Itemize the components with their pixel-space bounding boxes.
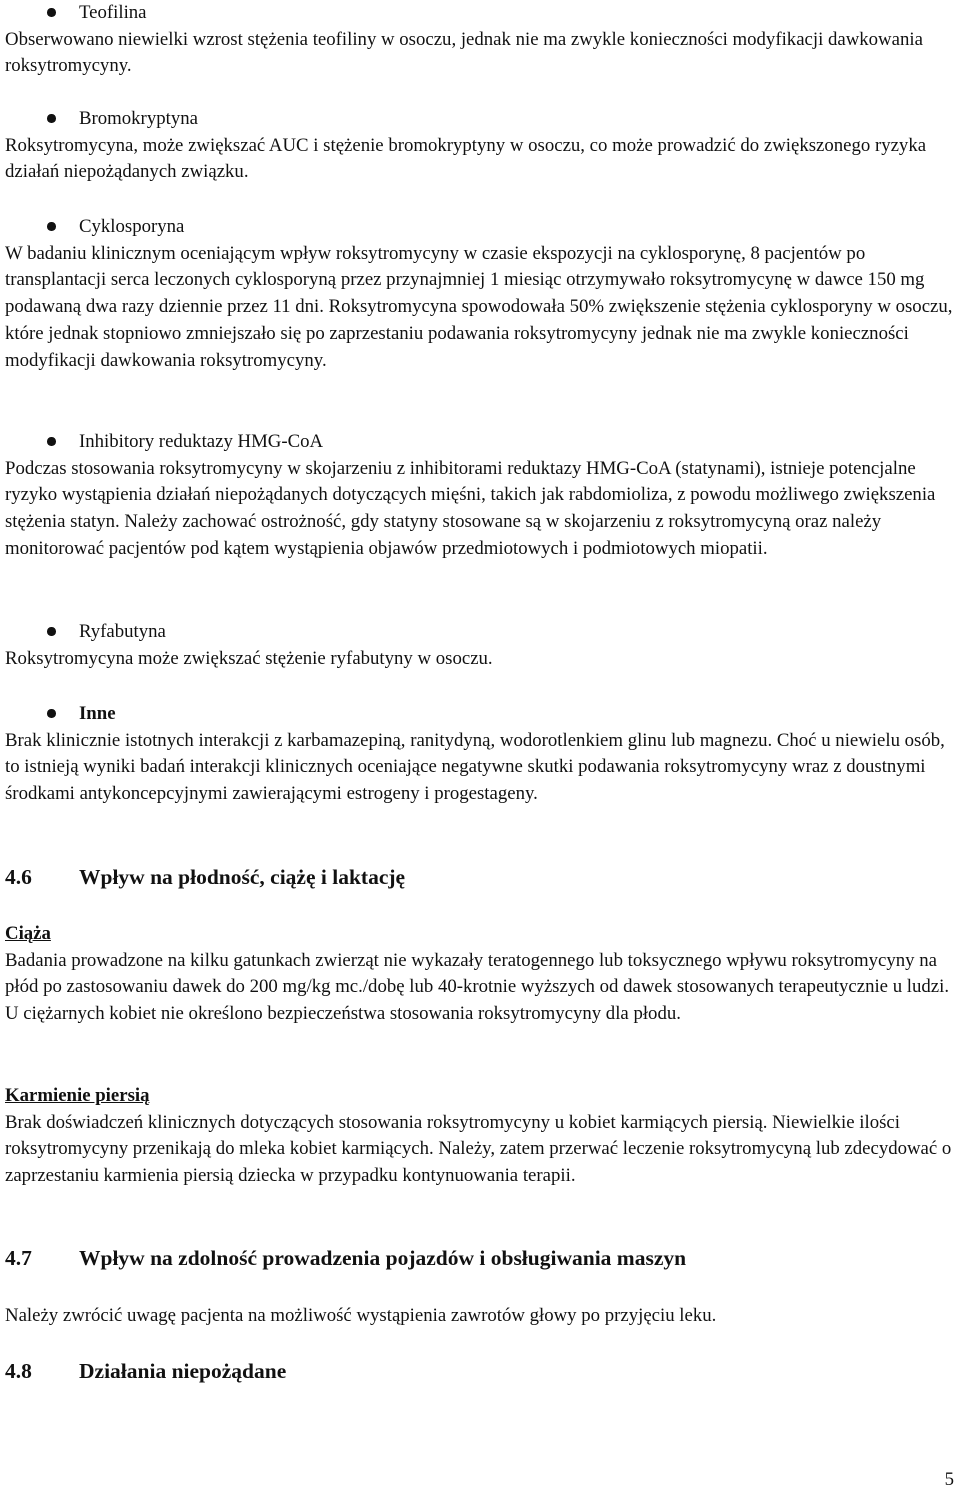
section-text: Obserwowano niewielki wzrost stężenia teofiliny w osoczu, jednak nie ma zwykle konieczności modyfikacji dawkowania roksytromycyny. <box>5 28 923 77</box>
section-title: Bromokryptyna <box>79 108 198 129</box>
section-ciaza <box>5 921 957 1028</box>
section-text: Roksytromycyna, może zwiększać AUC i stężenie bromokryptyny w osoczu, co może prowadzić do zwiększonego ryzyka działań niepożądanych związku. <box>5 134 927 183</box>
section-title: Ryfabutyna <box>79 621 166 642</box>
section-title: Inne <box>79 703 116 724</box>
heading-title: Wpływ na płodność, ciążę i laktację <box>79 865 406 889</box>
heading-4-7 <box>5 1246 686 1271</box>
heading-title: Działania niepożądane <box>79 1359 287 1383</box>
heading-4-6 <box>5 865 405 890</box>
heading-4-8 <box>5 1359 286 1384</box>
section-title: Cyklosporyna <box>79 216 185 237</box>
bullet-icon <box>47 222 56 231</box>
bullet-icon <box>47 627 56 636</box>
heading-number: 4.6 <box>5 865 32 889</box>
section-text: Podczas stosowania roksytromycyny w skojarzeniu z inhibitorami reduktazy HMG-CoA (statynami), istnieje potencjalne ryzyko wystąpienia działań niepożądanych dotyczących mięśni, takich jak rabdomioliza, z powodu możliwego zwiększenia stężenia statyn. Należy zachować ostrożność, gdy statyny stosowane są w skojarzeniu z roksytromycyną oraz należy monitorować pacjentów pod kątem wystąpienia objawów przedmiotowych i podmiotowych miopatii. <box>5 457 936 559</box>
section-inhibitory-hmg-coa <box>5 429 957 563</box>
bullet-icon <box>47 114 56 123</box>
section-ryfabutyna <box>5 619 957 672</box>
section-karmienie <box>5 1083 957 1190</box>
heading-number: 4.8 <box>5 1359 32 1383</box>
subheading-karmienie: Karmienie piersią <box>5 1085 150 1106</box>
section-bromokryptyna <box>5 106 957 186</box>
bullet-icon <box>47 437 56 446</box>
bullet-icon <box>47 8 56 17</box>
section-text: Brak klinicznie istotnych interakcji z karbamazepiną, ranitydyną, wodorotlenkiem glinu lub magnezu. Choć u niewielu osób, to istnieją wyniki badań interakcji klinicznych oceniające negatywne skutki podawania roksytromycyny wraz z doustnymi środkami antykoncepcyjnymi zawierającymi estrogeny i progestageny. <box>5 729 945 805</box>
section-text: Brak doświadczeń klinicznych dotyczących stosowania roksytromycyny u kobiet karmiących piersią. Niewielkie ilości roksytromycyny przenikają do mleka kobiet karmiących. Należy, zatem przerwać leczenie roksytromycyną lub zdecydować o zaprzestaniu karmienia piersią dziecka w przypadku kontynuowania terapii. <box>5 1111 952 1187</box>
section-title: Inhibitory reduktazy HMG-CoA <box>79 431 324 452</box>
subheading-ciaza: Ciąża <box>5 923 51 944</box>
heading-number: 4.7 <box>5 1246 32 1270</box>
section-cyklosporyna <box>5 214 957 374</box>
bullet-icon <box>47 709 56 718</box>
section-text: W badaniu klinicznym oceniającym wpływ roksytromycyny w czasie ekspozycji na cyklosporynę, 8 pacjentów po transplantacji serca leczonych cyklosporyną przez przynajmniej 1 miesiąc otrzymywało roksytromycynę w dawce 150 mg podawaną dwa razy dziennie przez 11 dni. Roksytromycyna spowodowała 50% zwiększenie stężenia cyklosporyny w osoczu, które jednak stopniowo zmniejszało się po zaprzestaniu podawania roksytromycyny jednak nie ma zwykle konieczności modyfikacji dawkowania roksytromycyny. <box>5 242 953 371</box>
page-number: 5 <box>944 1469 954 1490</box>
section-4-7-text <box>5 1303 957 1330</box>
section-teofilina <box>5 0 957 80</box>
section-inne <box>5 701 957 808</box>
section-text: Badania prowadzone na kilku gatunkach zwierząt nie wykazały teratogennego lub toksycznego wpływu roksytromycyny na płód po zastosowaniu dawek do 200 mg/kg mc./dobę lub 40-krotnie wyższych od dawek stosowanych terapeutycznie u ludzi. U ciężarnych kobiet nie określono bezpieczeństwa stosowania roksytromycyny dla płodu. <box>5 949 950 1025</box>
heading-title: Wpływ na zdolność prowadzenia pojazdów i obsługiwania maszyn <box>79 1246 687 1270</box>
section-text: Należy zwrócić uwagę pacjenta na możliwość wystąpienia zawrotów głowy po przyjęciu leku. <box>5 1305 717 1326</box>
section-text: Roksytromycyna może zwiększać stężenie ryfabutyny w osoczu. <box>5 647 493 669</box>
section-title: Teofilina <box>79 2 147 23</box>
